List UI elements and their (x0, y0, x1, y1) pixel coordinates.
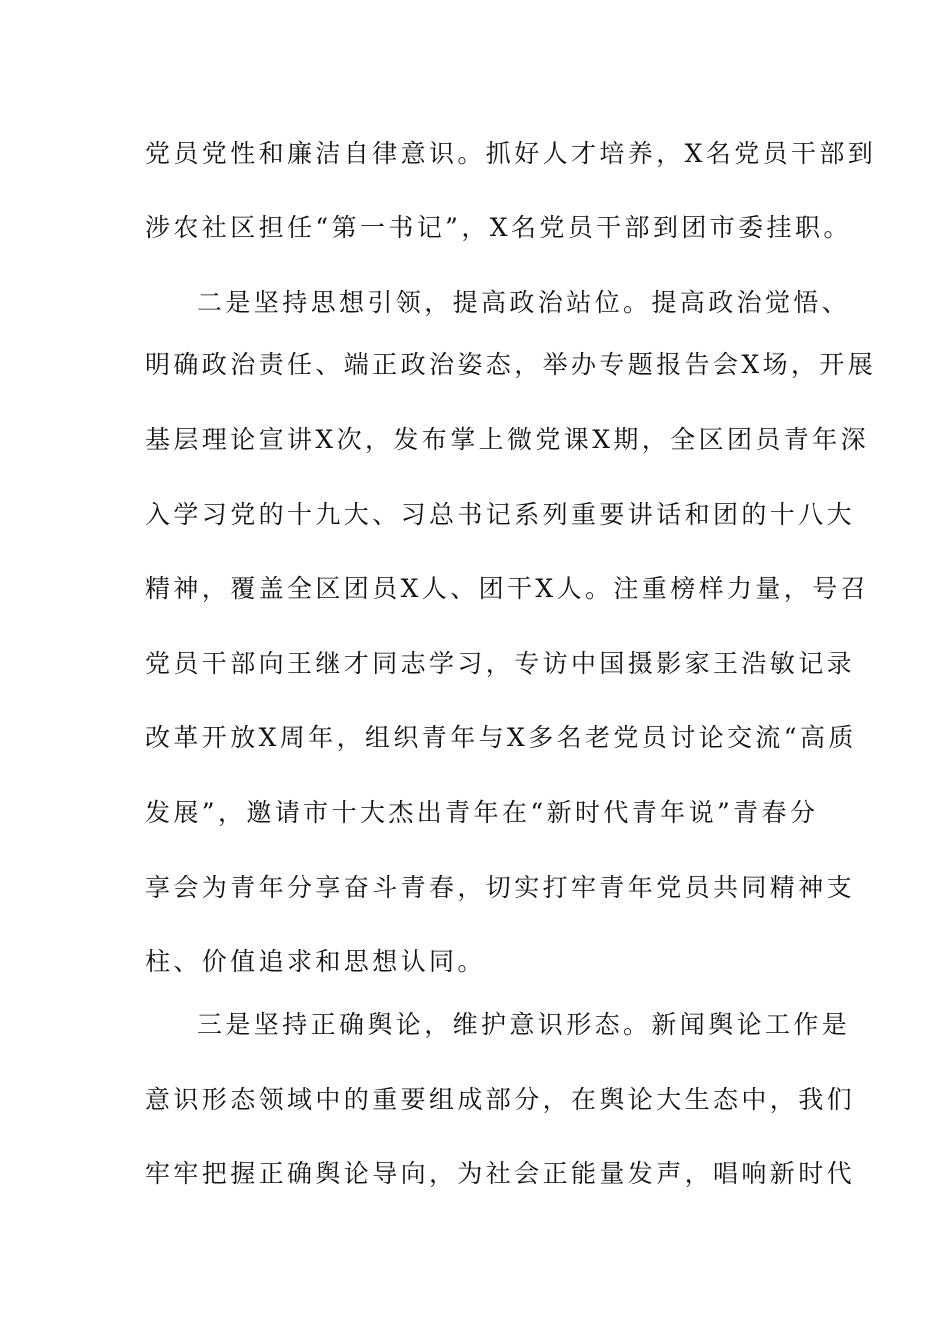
text-line: 精神，覆盖全区团员X人、团干X人。注重榜样力量，号召 (145, 574, 869, 603)
text-line: 涉农社区担任“第一书记”，X名党员干部到团市委挂职。 (145, 213, 852, 242)
text-line: 基层理论宣讲X次，发布掌上微党课X期，全区团员青年深 (145, 425, 869, 454)
paragraph-start-line: 三是坚持正确舆论，维护意识形态。新闻舆论工作是 (197, 1010, 851, 1039)
text-line: 牢牢把握正确舆论导向，为社会正能量发声，唱响新时代 (145, 1159, 856, 1188)
text-line: 发展”，邀请市十大杰出青年在“新时代青年说”青春分 (145, 798, 819, 827)
text-line: 意识形态领域中的重要组成部分，在舆论大生态中，我们 (145, 1085, 856, 1114)
text-line: 改革开放X周年，组织青年与X多名老党员讨论交流“高质 (145, 723, 857, 752)
text-line: 入学习党的十九大、习总书记系列重要讲话和团的十八大 (145, 500, 856, 529)
paragraph-start-line: 二是坚持思想引领，提高政治站位。提高政治觉悟、 (197, 288, 851, 317)
text-line: 享会为青年分享奋斗青春，切实打牢青年党员共同精神支 (145, 873, 856, 902)
text-line: 柱、价值追求和思想认同。 (145, 947, 486, 976)
text-line: 党员干部向王继才同志学习，专访中国摄影家王浩敏记录 (145, 649, 856, 678)
text-line: 明确政治责任、端正政治姿态，举办专题报告会X场，开展 (145, 350, 877, 379)
text-line: 党员党性和廉洁自律意识。抓好人才培养，X名党员干部到 (145, 139, 877, 168)
